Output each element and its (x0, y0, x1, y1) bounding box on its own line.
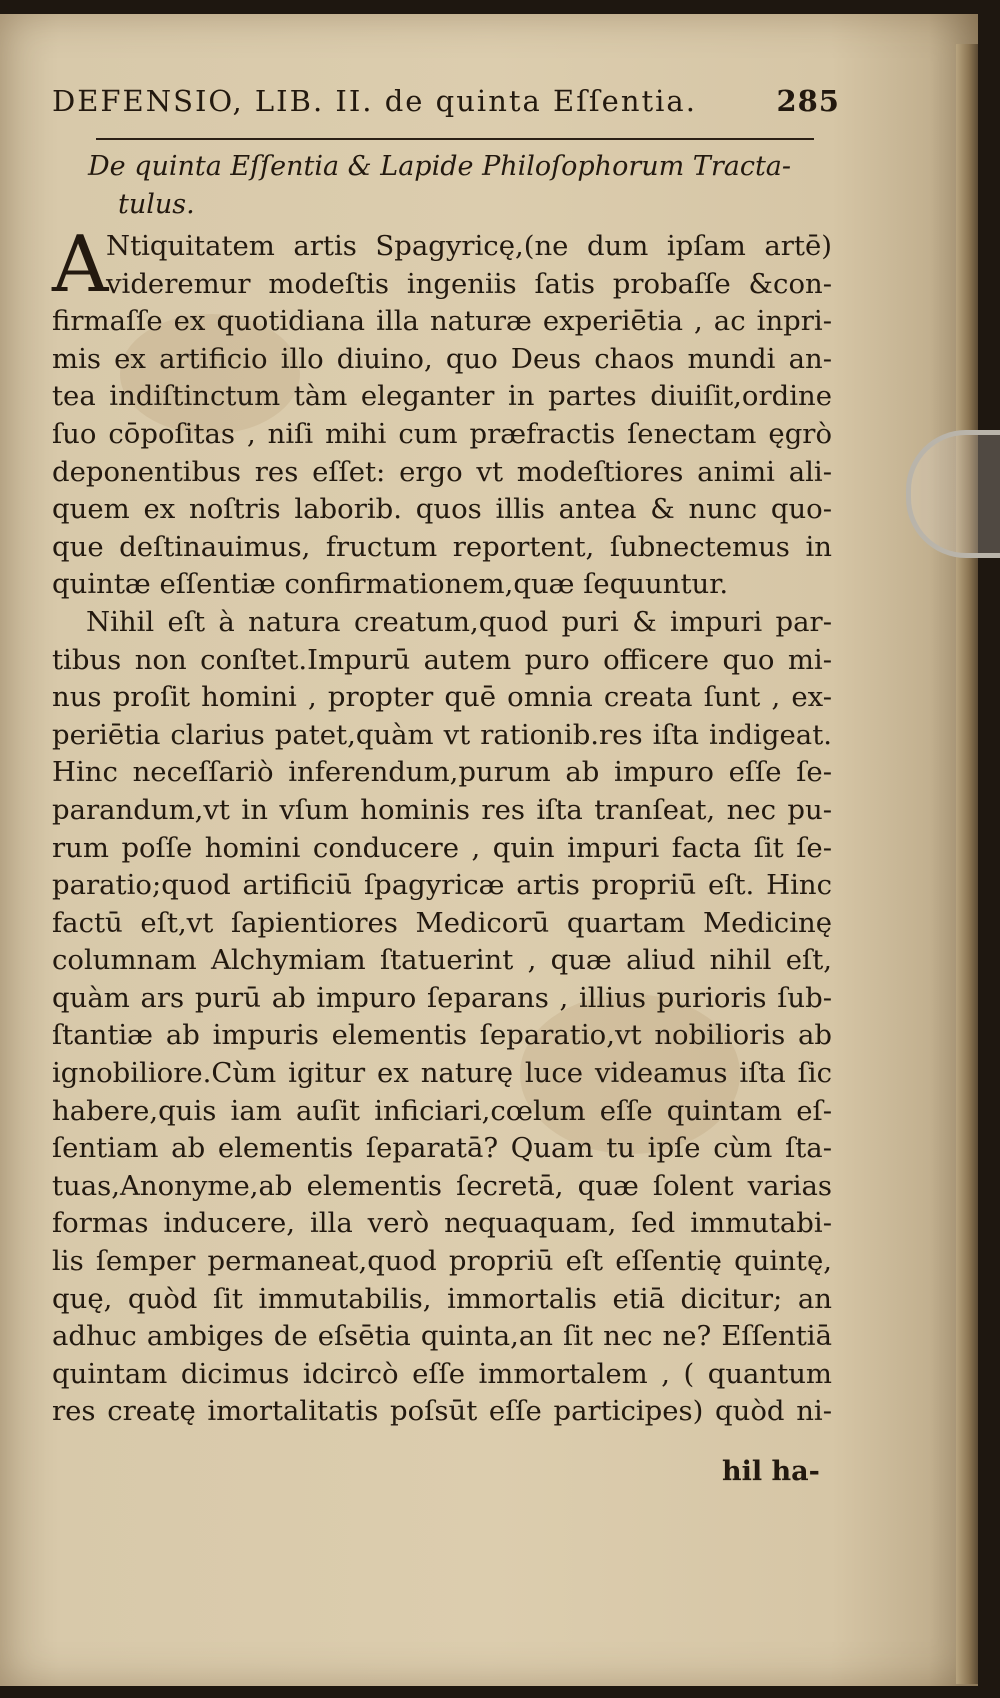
catchword: hil ha- (722, 1456, 820, 1487)
title-line-2: tulus. (118, 189, 195, 220)
text-line: rum poſſe homini conducere , quin impuri facta ſit ſe- (52, 831, 832, 864)
text-line: Nihil eſt à natura creatum,quod puri & impuri par- (86, 605, 832, 638)
drop-cap: A (52, 220, 109, 310)
text-line: deponentibus res eſſet: ergo vt modeſtiores animi ali- (52, 455, 832, 488)
text-line: quem ex noſtris laborib. quos illis antea & nunc quo- (52, 493, 832, 526)
running-title: DEFENSIO, LIB. II. de quinta Eſſentia. (52, 84, 697, 118)
text-line: Hinc neceſſariò inferendum,purum ab impuro eſſe ſe- (52, 756, 832, 789)
paragraph-2 (52, 604, 832, 1431)
text-line: Ntiquitatem artis Spagyricę,(ne dum ipſam artē) (106, 230, 832, 262)
text-line: ſentiam ab elementis ſeparatā? Quam tu ipſe cùm ſta- (52, 1132, 832, 1165)
treatise-title (52, 148, 832, 224)
text-line: mis ex artificio illo diuino, quo Deus chaos mundi an- (52, 342, 832, 375)
paragraph-1 (52, 220, 832, 604)
page-edge (956, 44, 978, 1684)
page-text (52, 84, 840, 1431)
text-line: nus proſit homini , propter quē omnia creata ſunt , ex- (52, 681, 832, 714)
text-line: tuas,Anonyme,ab elementis ſecretā, quæ ſolent varias (52, 1169, 832, 1202)
text-line: firmaſſe ex quotidiana illa naturæ experiētia , ac inpri- (52, 305, 832, 338)
text-line: formas inducere, illa verò nequaquam, ſed immutabi- (52, 1207, 832, 1240)
text-line: factū eſt,vt ſapientiores Medicorū quartam Medicinę (52, 906, 832, 939)
text-line: paratio;quod artificiū ſpagyricæ artis propriū eſt. Hinc (52, 869, 832, 902)
book-page (0, 14, 978, 1686)
header-rule (96, 138, 814, 140)
text-line: habere,quis iam auſit inficiari,cœlum eſſe quintam eſ- (52, 1094, 832, 1127)
text-line: quę, quòd ſit immutabilis, immortalis etiā dicitur; an (52, 1282, 832, 1315)
text-line: quàm ars purū ab impuro ſeparans , illius purioris ſub- (52, 981, 832, 1014)
running-header (52, 84, 840, 128)
text-line: lis ſemper permaneat,quod propriū eſt eſſentię quintę, (52, 1245, 832, 1278)
text-line: ſuo cōpoſitas , niſi mihi cum præfractis ſenectam ęgrò (52, 417, 832, 450)
text-line: tea indiſtinctum tàm eleganter in partes diuiſit,ordine (52, 380, 832, 413)
text-line: que deſtinauimus, fructum reportent, ſubnectemus in (52, 530, 832, 563)
text-line: quintam dicimus idcircò eſſe immortalem , ( quantum (52, 1357, 832, 1390)
text-line: parandum,vt in vſum hominis res iſta tranſeat, nec pu- (52, 793, 832, 826)
text-line: ſtantiæ ab impuris elementis ſeparatio,vt nobilioris ab (52, 1019, 832, 1052)
text-line: adhuc ambiges de eſsētia quinta,an ſit nec ne? Eſſentiā (52, 1320, 832, 1353)
text-line: quintæ eſſentiæ confirmationem,quæ ſequuntur. (52, 568, 729, 601)
text-line: tibus non conſtet.Impurū autem puro officere quo mi- (52, 643, 832, 676)
text-line: periētia clarius patet,quàm vt rationib.res iſta indigeat. (52, 718, 832, 751)
text-line: videremur modeſtis ingeniis ſatis probaſſe &con- (106, 267, 832, 300)
text-line: ignobiliore.Cùm igitur ex naturę luce videamus iſta ſic (52, 1057, 832, 1090)
text-line: columnam Alchymiam ſtatuerint , quæ aliud nihil eſt, (52, 944, 832, 977)
page-number: 285 (776, 84, 840, 118)
text-line: res creatę imortalitatis poſsūt eſſe participes) quòd ni- (52, 1395, 832, 1428)
title-line-1: De quinta Eſſentia & Lapide Philoſophorum Tracta- (88, 151, 792, 182)
